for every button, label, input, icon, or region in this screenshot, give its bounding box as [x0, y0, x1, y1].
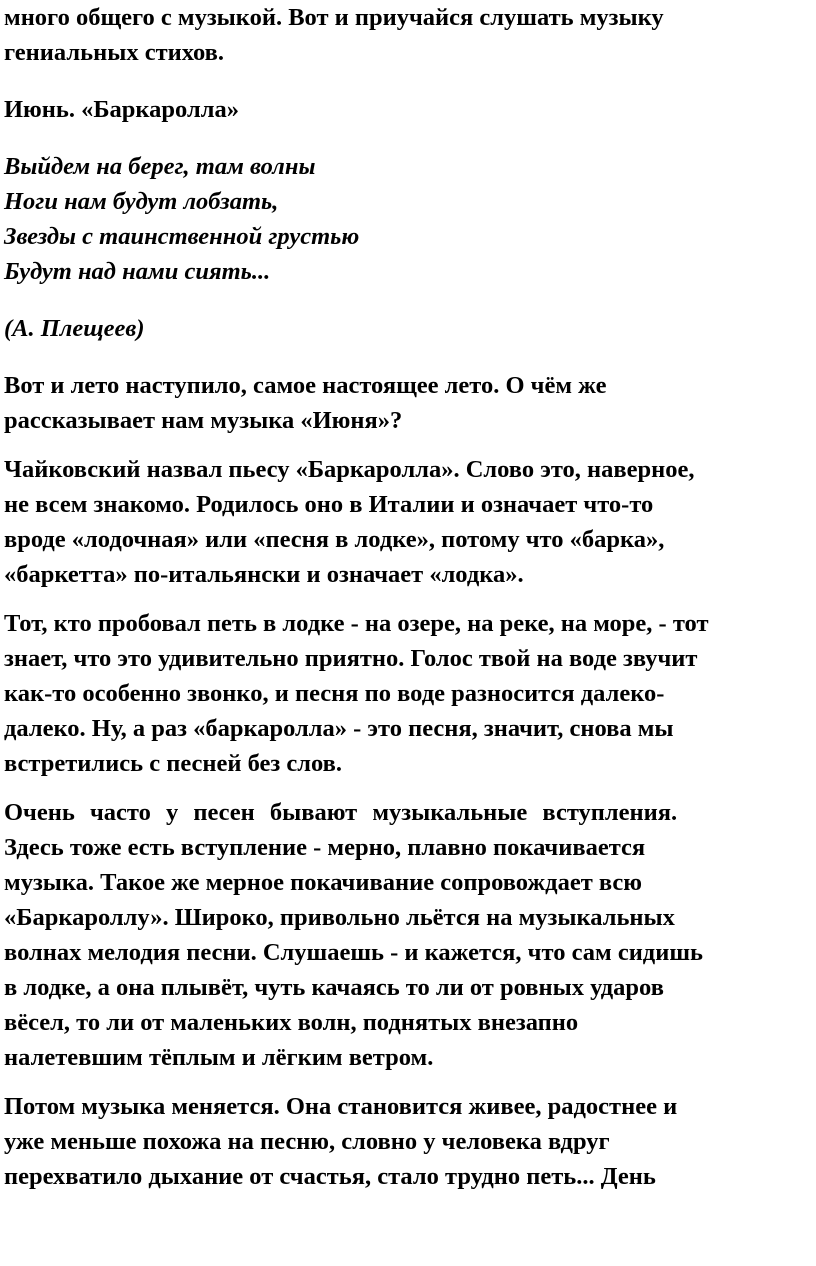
top-fragment-paragraph — [4, 0, 812, 70]
text-line: «баркетта» по-итальянски и означает «лодка». — [4, 561, 524, 588]
poem-line: Ноги нам будут лобзать, — [4, 188, 279, 215]
poem-line: Выйдем на берег, там волны — [4, 153, 316, 180]
text-line: уже меньше похожа на песню, словно у человека вдруг — [4, 1128, 610, 1155]
text-line: Потом музыка меняется. Она становится живее, радостнее и — [4, 1093, 678, 1120]
text-line: далеко. Ну, а раз «баркаролла» - это песня, значит, снова мы — [4, 715, 674, 742]
paragraph-barcarolle-origin — [4, 452, 812, 592]
text-line: Очень часто у песен бывают музыкальные вступления. — [4, 799, 678, 826]
text-line: Чайковский назвал пьесу «Баркаролла». Слово это, наверное, — [4, 456, 695, 483]
text-line: Тот, кто пробовал петь в лодке - на озере, на реке, на море, - тот — [4, 610, 709, 637]
text-line: «Баркароллу». Широко, привольно льётся на музыкальных — [4, 904, 675, 931]
text-line: налетевшим тёплым и лёгким ветром. — [4, 1044, 434, 1071]
text-line: Вот и лето наступило, самое настоящее лето. О чём же — [4, 372, 607, 399]
text-line: перехватило дыхание от счастья, стало трудно петь... День — [4, 1163, 656, 1190]
text-line: вроде «лодочная» или «песня в лодке», потому что «барка», — [4, 526, 665, 553]
text-line: волнах мелодия песни. Слушаешь - и кажется, что сам сидишь — [4, 939, 703, 966]
text-line: Здесь тоже есть вступление - мерно, плавно покачивается — [4, 834, 646, 861]
text-line: много общего с музыкой. Вот и приучайся слушать музыку — [4, 4, 664, 31]
paragraph-music-changes — [4, 1089, 812, 1194]
poem-line: Будут над нами сиять... — [4, 258, 271, 285]
text-line: гениальных стихов. — [4, 39, 225, 66]
paragraph-introduction — [4, 795, 812, 1075]
poem-line: Звезды с таинственной грустью — [4, 223, 360, 250]
paragraph-summer — [4, 368, 812, 438]
poem-author: (А. Плещеев) — [4, 315, 145, 342]
text-line: не всем знакомо. Родилось оно в Италии и означает что-то — [4, 491, 654, 518]
section-heading: Июнь. «Баркаролла» — [4, 96, 239, 123]
text-line: как-то особенно звонко, и песня по воде разносится далеко- — [4, 680, 665, 707]
text-line: вёсел, то ли от маленьких волн, поднятых внезапно — [4, 1009, 579, 1036]
text-line: в лодке, а она плывёт, чуть качаясь то ли от ровных ударов — [4, 974, 664, 1001]
text-line: знает, что это удивительно приятно. Голос твой на воде звучит — [4, 645, 698, 672]
text-line: встретились с песней без слов. — [4, 750, 342, 777]
text-line: музыка. Такое же мерное покачивание сопровождает всю — [4, 869, 642, 896]
poem — [4, 149, 812, 289]
paragraph-singing-in-boat — [4, 606, 812, 781]
text-line: рассказывает нам музыка «Июня»? — [4, 407, 403, 434]
